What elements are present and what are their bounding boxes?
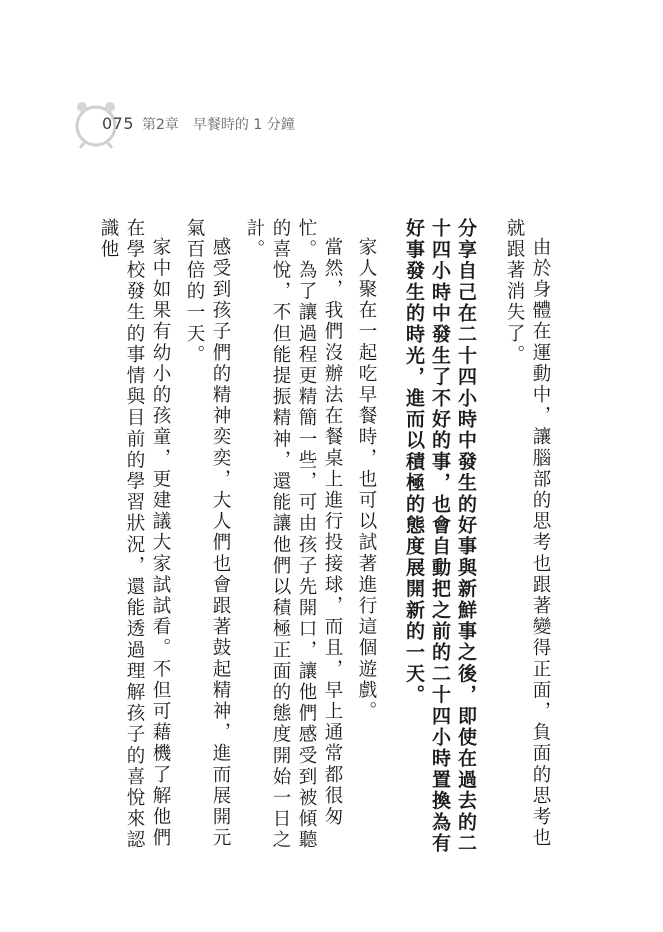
highlight-paragraph: 分享自己在二十四小時中發生的好事與新鮮事之後，即使在過去的二十四小時中發生了不好的事，也會自動把之前的二十四小時置換為有好事發生的時光，進而以積極的態度展開新的一天。 <box>403 218 477 854</box>
paragraph-3: 家人聚在一起吃早餐時，也可以試著進行這個遊戲。 <box>356 236 377 722</box>
body-text <box>95 218 553 868</box>
paragraph-6: 家中如果有幼小的孩童，更建議大家試試看。不但可藉機了解他們在學校發生的事情與目前的學習狀況，還能透過理解孩子的喜悅來認識他 <box>98 218 171 851</box>
page-header <box>70 96 370 152</box>
paragraph-1: 由於身體在運動中，讓腦部的思考也跟著變得正面，負面的思考也就跟著消失了。 <box>504 218 551 849</box>
paragraph-5: 感受到孩子們的精神奕奕，大人們也會跟著鼓起精神，進而展開元氣百倍的一天。 <box>184 218 231 849</box>
paragraph-4: 當然，我們沒辦法在餐桌上進行投接球，而且，早上通常都很匆忙。為了讓過程更精簡一些，可由孩子先開口，讓他們感受到被傾聽的喜悅，不但能提振精神，還能讓他們以積極正面的態度開始一日之計。 <box>244 218 343 851</box>
page-number: 075 <box>102 114 135 133</box>
chapter-title: 第2章 早餐時的 1 分鐘 <box>142 117 295 133</box>
